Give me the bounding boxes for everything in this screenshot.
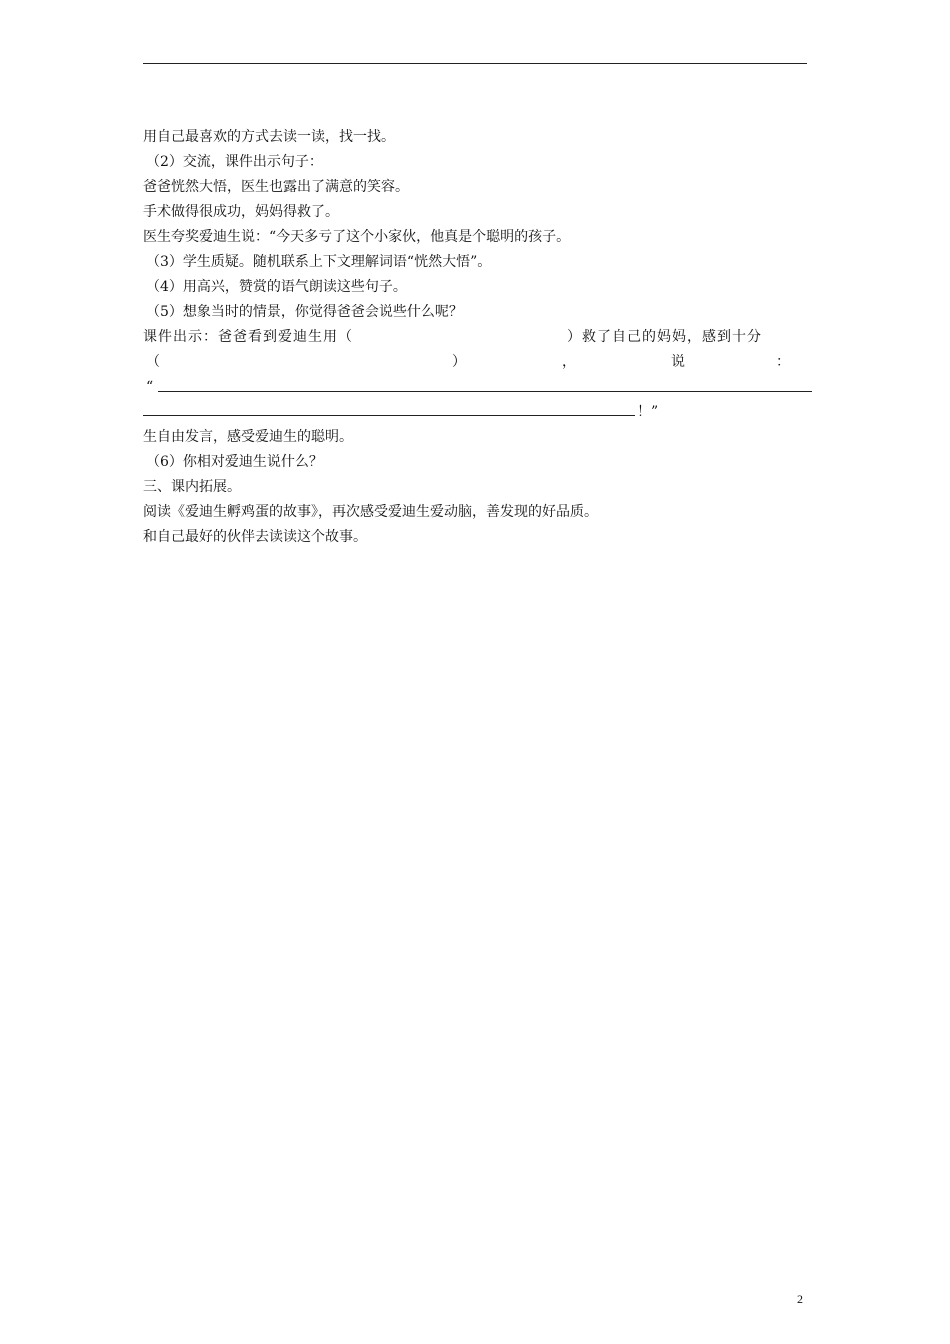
page-number: 2 bbox=[797, 1292, 803, 1306]
paren-close: ） bbox=[452, 354, 466, 370]
answer-blank-line-1[interactable] bbox=[158, 391, 812, 392]
section-heading-extension: 三、课内拓展。 bbox=[143, 479, 241, 495]
text-line-question-4: （4）用高兴，赞赏的语气朗读这些句子。 bbox=[146, 279, 407, 295]
text-line-courseware-b: ）救了自己的妈妈，感到十分 bbox=[567, 329, 762, 345]
close-quote: ！” bbox=[637, 404, 659, 420]
header-rule bbox=[143, 63, 807, 64]
text-line-question-3: （3）学生质疑。随机联系上下文理解词语“恍然大悟”。 bbox=[146, 254, 492, 270]
text-line-sentence-2: 手术做得很成功，妈妈得救了。 bbox=[143, 204, 339, 220]
text-line-discussion: 生自由发言，感受爱迪生的聪明。 bbox=[143, 429, 353, 445]
text-line-reading: 阅读《爱迪生孵鸡蛋的故事》，再次感受爱迪生爱动脑，善发现的好品质。 bbox=[143, 504, 598, 520]
text-line-question-6: （6）你相对爱迪生说什么？ bbox=[146, 454, 323, 470]
text-line-question-5: （5）想象当时的情景，你觉得爸爸会说些什么呢？ bbox=[146, 304, 463, 320]
answer-blank-line-2[interactable] bbox=[143, 415, 635, 416]
text-line-partner: 和自己最好的伙伴去读读这个故事。 bbox=[143, 529, 367, 545]
comma-mark: ， bbox=[562, 354, 576, 370]
text-line-read-find: 用自己最喜欢的方式去读一读，找一找。 bbox=[143, 129, 395, 145]
text-line-courseware-a: 课件出示：爸爸看到爱迪生用（ bbox=[143, 329, 353, 345]
colon-mark: ： bbox=[776, 354, 790, 370]
say-word: 说 bbox=[671, 354, 685, 370]
paren-open: （ bbox=[146, 354, 160, 370]
text-line-sentence-3: 医生夸奖爱迪生说：“今天多亏了这个小家伙，他真是个聪明的孩子。 bbox=[143, 229, 571, 245]
text-line-exchange: （2）交流，课件出示句子： bbox=[146, 154, 323, 170]
open-quote: “ bbox=[146, 379, 154, 395]
text-line-sentence-1: 爸爸恍然大悟，医生也露出了满意的笑容。 bbox=[143, 179, 409, 195]
